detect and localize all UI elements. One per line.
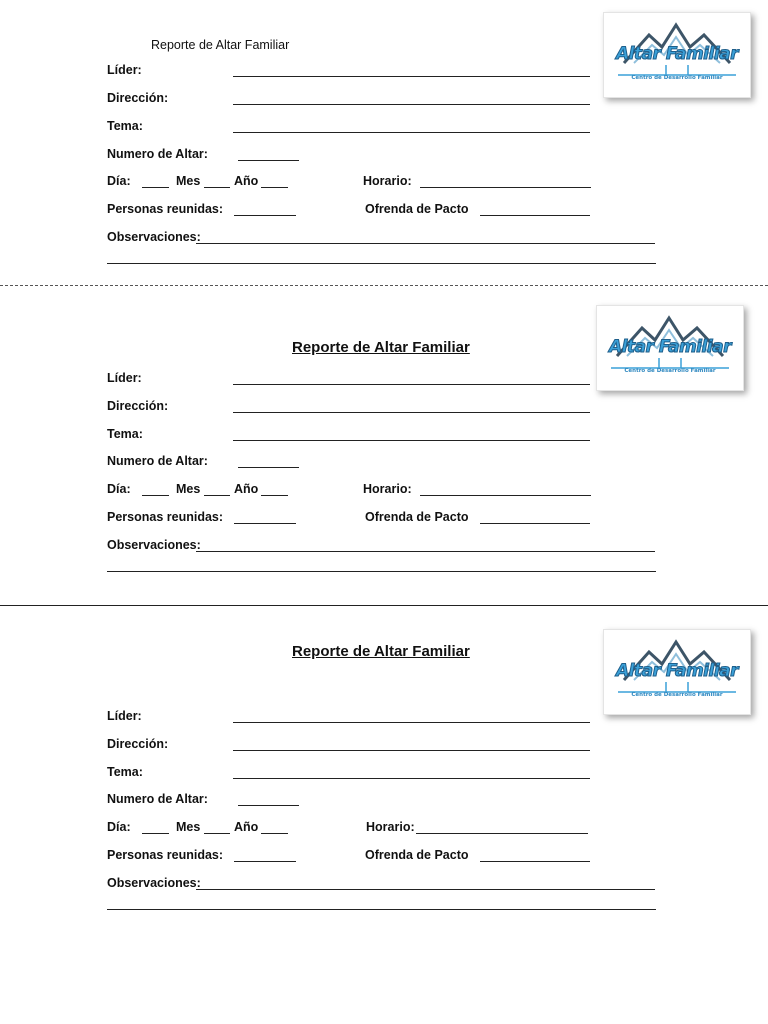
- tema-blank[interactable]: [233, 440, 590, 441]
- lider-blank[interactable]: [233, 76, 590, 77]
- label-ofrenda: Ofrenda de Pacto: [365, 510, 469, 524]
- observaciones-blank-2[interactable]: [107, 909, 656, 910]
- label-ano: Año: [234, 820, 259, 834]
- ano-blank[interactable]: [261, 833, 288, 834]
- observaciones-blank-2[interactable]: [107, 263, 656, 264]
- label-tema: Tema:: [107, 427, 143, 441]
- label-horario: Horario:: [363, 482, 412, 496]
- label-mes: Mes: [176, 482, 201, 496]
- form-title: Reporte de Altar Familiar: [292, 643, 470, 660]
- label-mes: Mes: [176, 174, 201, 188]
- horario-blank[interactable]: [420, 495, 591, 496]
- label-mes: Mes: [176, 820, 201, 834]
- direccion-blank[interactable]: [233, 412, 590, 413]
- tema-blank[interactable]: [233, 132, 590, 133]
- mes-blank[interactable]: [204, 187, 230, 188]
- direccion-blank[interactable]: [233, 104, 590, 105]
- observaciones-blank-2[interactable]: [107, 571, 656, 572]
- label-lider: Líder:: [107, 709, 142, 723]
- ofrenda-blank[interactable]: [480, 215, 590, 216]
- ano-blank[interactable]: [261, 187, 288, 188]
- altar-familiar-logo: [603, 629, 751, 715]
- label-observaciones: Observaciones:: [107, 230, 201, 244]
- label-lider: Líder:: [107, 371, 142, 385]
- label-personas: Personas reunidas:: [107, 848, 224, 862]
- ano-blank[interactable]: [261, 495, 288, 496]
- altar-familiar-logo: [596, 305, 744, 391]
- lider-blank[interactable]: [233, 722, 590, 723]
- dia-blank[interactable]: [142, 187, 169, 188]
- label-dia: Día:: [107, 482, 131, 496]
- label-direccion: Dirección:: [107, 737, 169, 751]
- logo-subtitle: Centro de Desarrollo Familiar: [624, 368, 716, 374]
- label-horario: Horario:: [363, 174, 412, 188]
- altar-familiar-logo: [603, 12, 751, 98]
- numero-blank[interactable]: [238, 160, 299, 161]
- dia-blank[interactable]: [142, 833, 169, 834]
- personas-blank[interactable]: [234, 523, 296, 524]
- ofrenda-blank[interactable]: [480, 523, 590, 524]
- observaciones-blank[interactable]: [196, 889, 655, 890]
- mes-blank[interactable]: [204, 833, 230, 834]
- lider-blank[interactable]: [233, 384, 590, 385]
- numero-blank[interactable]: [238, 805, 299, 806]
- horario-blank[interactable]: [420, 187, 591, 188]
- label-tema: Tema:: [107, 119, 143, 133]
- ofrenda-blank[interactable]: [480, 861, 590, 862]
- tema-blank[interactable]: [233, 778, 590, 779]
- direccion-blank[interactable]: [233, 750, 590, 751]
- label-numero: Numero de Altar:: [107, 147, 208, 161]
- label-ofrenda: Ofrenda de Pacto: [365, 848, 469, 862]
- label-tema: Tema:: [107, 765, 143, 779]
- dia-blank[interactable]: [142, 495, 169, 496]
- label-ofrenda: Ofrenda de Pacto: [365, 202, 469, 216]
- label-observaciones: Observaciones:: [107, 538, 201, 552]
- observaciones-blank[interactable]: [196, 243, 655, 244]
- form-title: Reporte de Altar Familiar: [292, 339, 470, 356]
- label-ano: Año: [234, 482, 259, 496]
- label-observaciones: Observaciones:: [107, 876, 201, 890]
- logo-title: Altar Familiar: [615, 661, 739, 681]
- dashed-cut-line: [0, 285, 768, 286]
- label-numero: Numero de Altar:: [107, 454, 208, 468]
- label-lider: Líder:: [107, 63, 142, 77]
- label-direccion: Dirección:: [107, 91, 169, 105]
- horario-blank[interactable]: [416, 833, 588, 834]
- logo-subtitle: Centro de Desarrollo Familiar: [631, 75, 723, 81]
- label-personas: Personas reunidas:: [107, 202, 224, 216]
- label-personas: Personas reunidas:: [107, 510, 224, 524]
- label-numero: Numero de Altar:: [107, 792, 208, 806]
- form-title: Reporte de Altar Familiar: [151, 38, 290, 52]
- label-direccion: Dirección:: [107, 399, 169, 413]
- label-ano: Año: [234, 174, 259, 188]
- label-dia: Día:: [107, 820, 131, 834]
- numero-blank[interactable]: [238, 467, 299, 468]
- label-dia: Día:: [107, 174, 131, 188]
- label-horario: Horario:: [366, 820, 415, 834]
- personas-blank[interactable]: [234, 215, 296, 216]
- mes-blank[interactable]: [204, 495, 230, 496]
- personas-blank[interactable]: [234, 861, 296, 862]
- solid-cut-line: [0, 605, 768, 606]
- logo-subtitle: Centro de Desarrollo Familiar: [631, 692, 723, 698]
- observaciones-blank[interactable]: [196, 551, 655, 552]
- logo-title: Altar Familiar: [608, 337, 732, 357]
- logo-title: Altar Familiar: [615, 44, 739, 64]
